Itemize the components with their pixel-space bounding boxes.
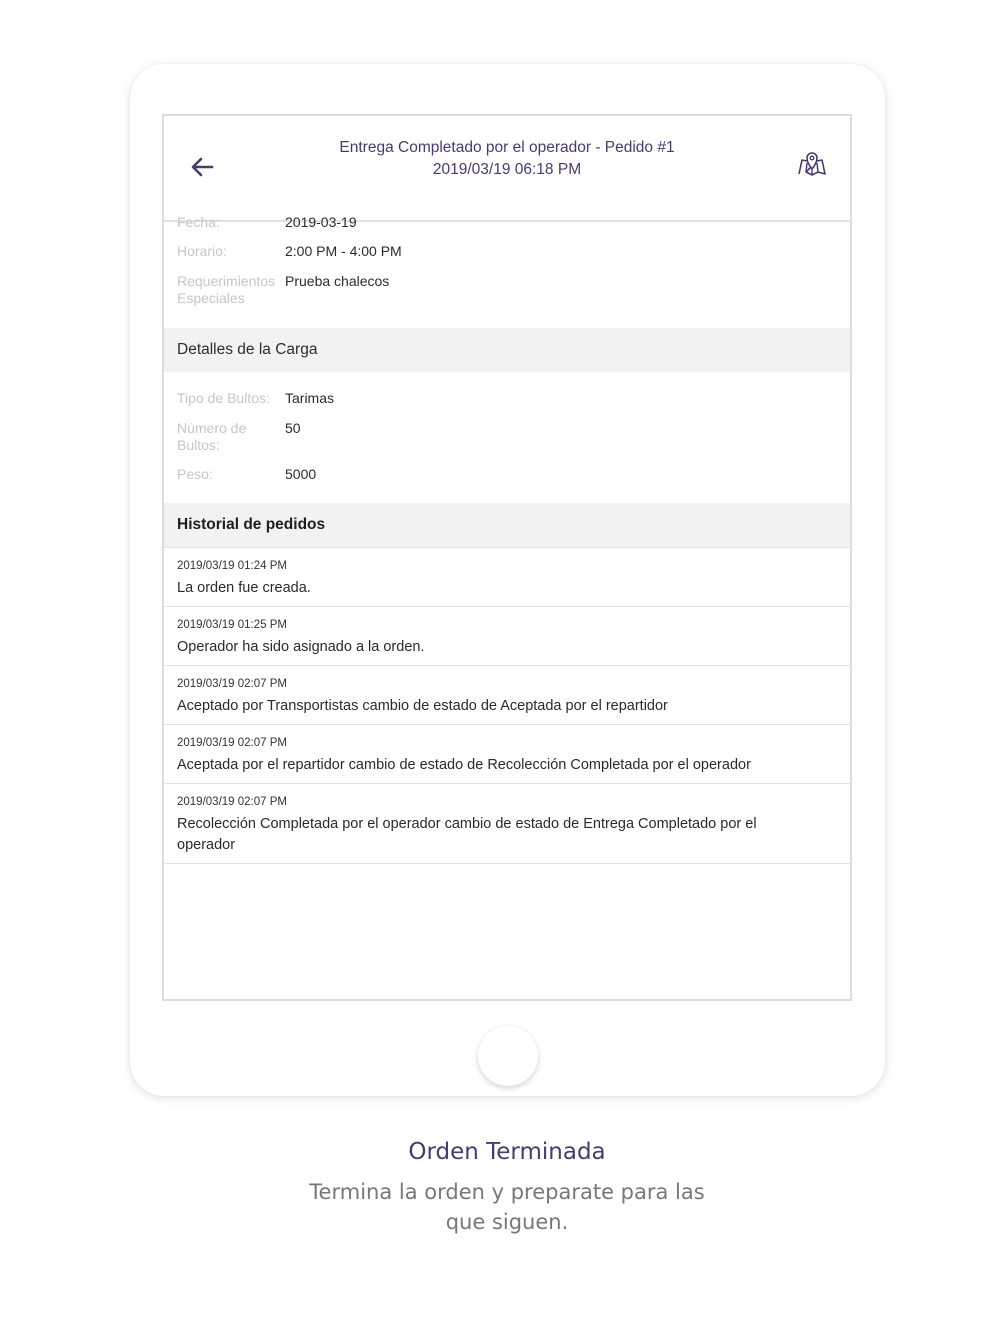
cargo-label: Número de Bultos: bbox=[177, 420, 247, 453]
caption-title: Orden Terminada bbox=[408, 1139, 606, 1165]
history-item bbox=[164, 784, 850, 864]
app-screen bbox=[162, 114, 852, 1001]
history-timestamp: 2019/03/19 02:07 PM bbox=[177, 678, 287, 690]
detail-label: Horario: bbox=[177, 243, 227, 259]
detail-label: Requerimientos Especiales bbox=[177, 273, 276, 306]
arrow-left-icon[interactable] bbox=[188, 154, 216, 180]
title-order-status: Entrega Completado por el operador - Pedido #1 bbox=[339, 139, 675, 156]
history-text: La orden fue creada. bbox=[177, 580, 311, 596]
cargo-value: Tarimas bbox=[285, 390, 335, 406]
title-timestamp: 2019/03/19 06:18 PM bbox=[432, 161, 582, 178]
page-title bbox=[254, 137, 760, 181]
caption-subtitle: Termina la orden y preparate para las que siguen. bbox=[309, 1180, 705, 1234]
order-content bbox=[164, 214, 850, 872]
cargo-row-tipo bbox=[164, 390, 850, 420]
history-item bbox=[164, 548, 850, 607]
history-text: Aceptado por Transportistas cambio de estado de Aceptada por el repartidor bbox=[177, 698, 668, 714]
detail-row-fecha bbox=[164, 214, 850, 243]
home-button[interactable] bbox=[478, 1026, 538, 1086]
cargo-row-peso bbox=[164, 466, 850, 503]
history-timestamp: 2019/03/19 02:07 PM bbox=[177, 737, 287, 749]
detail-label: Fecha: bbox=[177, 214, 220, 230]
detail-value: 2:00 PM - 4:00 PM bbox=[285, 243, 402, 259]
detail-row-horario bbox=[164, 243, 850, 273]
history-timestamp: 2019/03/19 01:24 PM bbox=[177, 560, 287, 572]
detail-value: 2019-03-19 bbox=[285, 214, 357, 230]
cargo-label: Peso: bbox=[177, 466, 213, 482]
section-cargo-details: Detalles de la Carga bbox=[164, 328, 850, 372]
history-text: Recolección Completada por el operador cambio de estado de Entrega Completado por el operador bbox=[177, 816, 757, 853]
history-item bbox=[164, 666, 850, 725]
history-timestamp: 2019/03/19 02:07 PM bbox=[177, 796, 287, 808]
history-item bbox=[164, 607, 850, 666]
cargo-value: 50 bbox=[285, 420, 301, 436]
cargo-value: 5000 bbox=[285, 466, 317, 482]
app-header bbox=[164, 116, 850, 222]
history-text: Operador ha sido asignado a la orden. bbox=[177, 639, 425, 655]
history-item bbox=[164, 725, 850, 784]
cargo-row-numero bbox=[164, 420, 850, 466]
history-timestamp: 2019/03/19 01:25 PM bbox=[177, 619, 287, 631]
cargo-label: Tipo de Bultos: bbox=[177, 390, 270, 406]
detail-value: Prueba chalecos bbox=[285, 273, 390, 289]
section-order-history: Historial de pedidos bbox=[164, 503, 850, 548]
map-pin-icon[interactable] bbox=[796, 148, 828, 178]
history-text: Aceptada por el repartidor cambio de estado de Recolección Completada por el operador bbox=[177, 757, 751, 773]
detail-row-requerimientos bbox=[164, 273, 850, 328]
